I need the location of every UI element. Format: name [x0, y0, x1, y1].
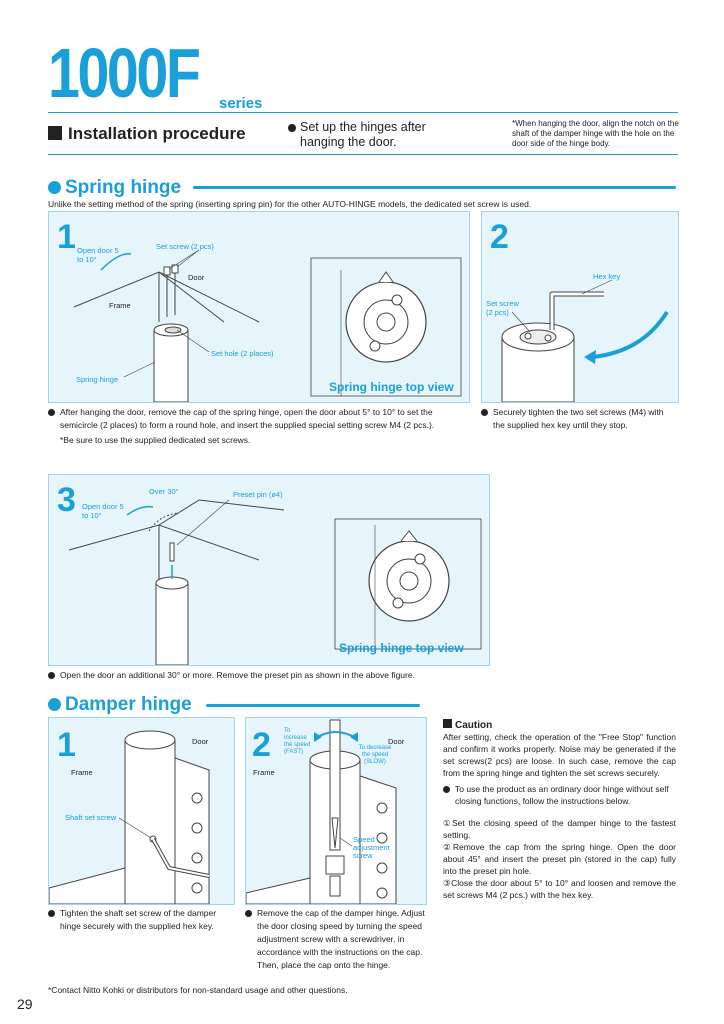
square-bullet-icon [443, 719, 452, 728]
label-decrease-speed: To decrease the speed (SLOW) [358, 745, 392, 765]
circle-bullet-icon [48, 181, 61, 194]
step-number: 2 [490, 218, 509, 256]
spring-hinge-intro: Unlike the setting method of the spring (inserting spring pin) for the other AUTO-HINGE models, the dedicated set screw is used. [48, 199, 532, 209]
bullet-icon [245, 910, 252, 917]
caption-text: Remove the cap of the damper hinge. Adjust the door closing speed by turning the speed adjustment screw with a screwdriver, in accordance with the instructions on the cap. Then, place the cap onto the hinge. [257, 908, 425, 970]
label-frame: Frame [71, 768, 93, 777]
caution-block [443, 719, 676, 901]
spring-hinge-rule [193, 186, 676, 189]
damper-hinge-rule [206, 704, 420, 707]
header-note: *When hanging the door, align the notch on the shaft of the damper hinge with the hole on the door side of the hinge body. [512, 119, 679, 148]
caution-step-3: ③Close the door about 5° to 10° and loosen and remove the set screws M4 (2 pcs.) with the hex key. [443, 878, 676, 900]
spring-step3-panel [48, 474, 490, 666]
caption-text: Open the door an additional 30° or more. Remove the preset pin as shown in the above figure. [60, 670, 415, 680]
label-over-30: Over 30° [149, 487, 179, 496]
header-rule [48, 112, 678, 113]
bullet-icon [288, 124, 296, 132]
section-heading [48, 124, 246, 144]
damper-step1-caption [48, 907, 233, 933]
label-set-screw: Set screw (2 pcs) [156, 242, 214, 251]
caption-note: *Be sure to use the supplied dedicated set screws. [60, 435, 251, 445]
series-label: series [219, 95, 263, 112]
label-frame: Frame [109, 301, 131, 310]
bullet-icon [48, 910, 55, 917]
damper-step2-panel [245, 717, 427, 905]
caption-text: Tighten the shaft set screw of the damper hinge securely with the supplied hex key. [60, 908, 217, 931]
bullet-icon [48, 409, 55, 416]
setup-instruction [288, 120, 458, 150]
step-number: 3 [57, 481, 76, 519]
caution-title: Caution [455, 720, 493, 731]
spring-step1-caption [48, 406, 468, 447]
damper-hinge-heading-text: Damper hinge [65, 694, 192, 715]
model-title: 1000F [48, 34, 199, 112]
label-frame: Frame [253, 768, 275, 777]
label-set-hole: Set hole (2 places) [211, 349, 274, 358]
spring-step3-caption [48, 669, 678, 682]
label-spring-hinge: Spring hinge [76, 375, 119, 384]
circle-bullet-icon [48, 698, 61, 711]
label-increase-speed: To increase the speed (FAST) [284, 728, 311, 755]
damper-hinge-heading [48, 694, 192, 716]
page-number: 29 [17, 996, 33, 1012]
spring-step2-panel [481, 211, 679, 403]
label-preset-pin: Preset pin (ø4) [233, 490, 283, 499]
step-number: 2 [252, 726, 271, 764]
label-door: Door [192, 737, 209, 746]
label-shaft-set-screw: Shaft set screw [65, 813, 117, 822]
caution-heading [443, 719, 676, 731]
step-number: 1 [57, 218, 76, 256]
label-top-view: Spring hinge top view [329, 380, 454, 394]
setup-text: Set up the hinges after hanging the door. [300, 120, 426, 149]
caution-step-2: ②Remove the cap from the spring hinge. Open the door about 45° and insert the preset pin (stored in the cap) fully into the preset pin hole. [443, 842, 676, 876]
spring-step1-panel [48, 211, 470, 403]
caution-bullet-text: To use the product as an ordinary door hinge without self closing functions, follow the instructions below. [455, 784, 669, 806]
label-top-view: Spring hinge top view [339, 641, 464, 655]
spring-step2-caption [481, 406, 677, 432]
label-open-door: Open door 5 to 10° [77, 246, 119, 264]
damper-step1-panel [48, 717, 235, 905]
step-number: 1 [57, 726, 76, 764]
bullet-icon [443, 786, 450, 793]
label-speed-screw: Speed adjustment screw [353, 835, 390, 860]
bullet-icon [48, 672, 55, 679]
spring-hinge-heading-text: Spring hinge [65, 177, 182, 198]
caution-step-1: ①Set the closing speed of the damper hinge to the fastest setting. [443, 818, 676, 840]
section-heading-text: Installation procedure [68, 124, 246, 143]
label-open-door: Open door 5 to 10° [82, 502, 124, 520]
caution-text: After setting, check the operation of the "Free Stop" function and confirm it works properly. Noise may be generated if the set screws(2 pcs) are loose. In such case, remove the cap from the spring hinge and tighten the set screws securely. [443, 732, 676, 778]
damper-step2-caption [245, 907, 427, 972]
caption-text: Securely tighten the two set screws (M4) with the supplied hex key until they stop. [493, 407, 664, 430]
spring-hinge-heading [48, 177, 181, 199]
footer-note: *Contact Nitto Kohki or distributors for non-standard usage and other questions. [48, 985, 348, 995]
caption-text: After hanging the door, remove the cap of the spring hinge, open the door about 5° to 10° to set the semicircle (2 places) to form a round hole, and insert the supplied special setting screw M4 (2 pcs.). [60, 407, 435, 430]
label-door: Door [188, 273, 205, 282]
label-hex-key: Hex key [593, 272, 621, 281]
label-set-screw: Set screw (2 pcs) [486, 299, 519, 317]
bullet-icon [481, 409, 488, 416]
header-bottom-rule [48, 154, 678, 155]
label-door: Door [388, 737, 405, 746]
caution-bullet [443, 783, 676, 807]
square-bullet-icon [48, 126, 62, 140]
